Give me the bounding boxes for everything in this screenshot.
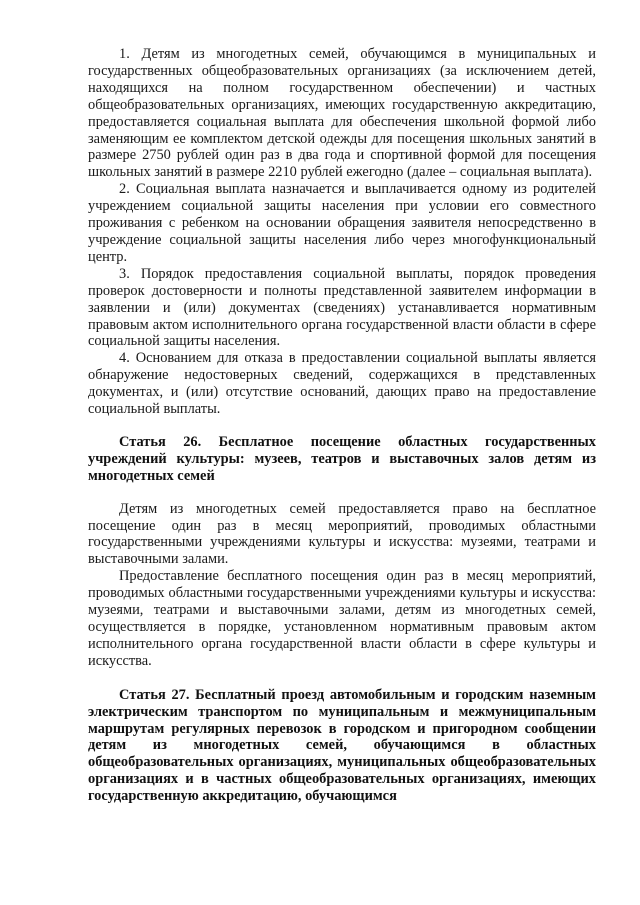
paragraph-25-3: 3. Порядок предоставления социальной выплаты, порядок проведения проверок достоверности и полноты представленной заявителем информации в заявлении и (или) документах (сведениях) устанавливается нормативным правовым актом исполнительного органа государственной власти области в сфере социальной защиты населения. xyxy=(88,265,596,350)
article-27-heading: Статья 27. Бесплатный проезд автомобильным и городским наземным электрическим транспортом по муниципальным и межмуниципальным маршрутам регулярных перевозок в городском и пригородном сообщении детям из многодетных семей, обучающимся в областных общеобразовательных организациях, муниципальных общеобразовательных организациях и в частных общеобразовательных организациях, имеющих государственную аккредитацию, обучающимся xyxy=(88,686,596,805)
paragraph-25-2: 2. Социальная выплата назначается и выплачивается одному из родителей учреждением социальной защиты населения при условии его совместного проживания с ребенком на основании обращения заявителя непосредственно в учреждение социальной защиты населения либо через многофункциональный центр. xyxy=(88,181,596,265)
article-26-heading: Статья 26. Бесплатное посещение областных государственных учреждений культуры: музеев, театров и выставочных залов детям из многодетных семей xyxy=(88,433,596,484)
paragraph-26-2: Предоставление бесплатного посещения один раз в месяц мероприятий, проводимых областными государственными учреждениями культуры и искусства: музеями, театрами и выставочными залами, детям из многодетных семей, осуществляется в порядке, установленном нормативным правовым актом исполнительного органа государственной власти области в сфере культуры и искусства. xyxy=(88,568,596,669)
spacer xyxy=(88,670,596,687)
paragraph-25-1: 1. Детям из многодетных семей, обучающимся в муниципальных и государственных общеобразовательных организациях (за исключением детей, находящихся на полном государственном обеспечении) и частных общеобразовательных организациях, имеющих государственную аккредитацию, предоставляется социальная выплата для обеспечения школьной формой либо заменяющим ее комплектом детской одежды для посещения школьных занятий в размере 2750 рублей один раз в два года и спортивной формой для посещения школьных занятий в размере 2210 рублей ежегодно (далее – социальная выплата). xyxy=(88,46,596,181)
paragraph-25-4: 4. Основанием для отказа в предоставлении социальной выплаты является обнаружение недостоверных сведений, содержащихся в представленных документах, и (или) отсутствие оснований, дающих право на предоставление социальной выплаты. xyxy=(88,350,596,418)
spacer xyxy=(88,485,596,501)
paragraph-26-1: Детям из многодетных семей предоставляется право на бесплатное посещение один раз в месяц мероприятий, проводимых областными государственными учреждениями культуры и искусства: музеями, театрами и выставочными залами. xyxy=(88,500,596,568)
spacer xyxy=(88,418,596,434)
document-body xyxy=(88,46,596,805)
